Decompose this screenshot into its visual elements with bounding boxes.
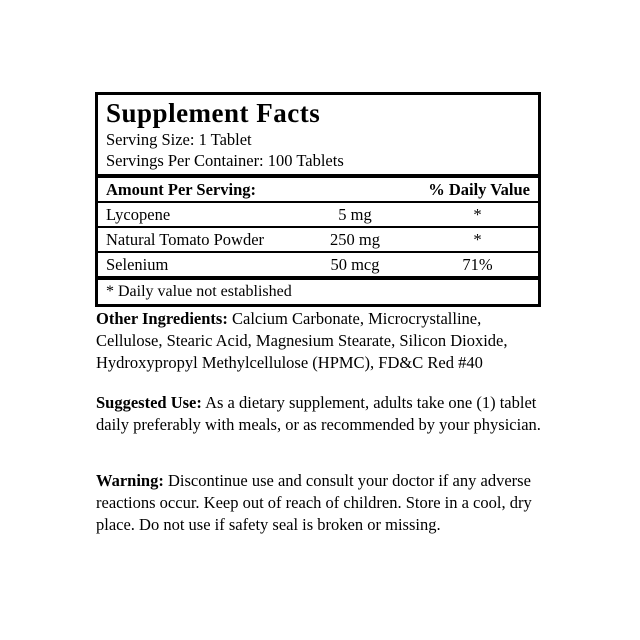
ingredient-daily-value: *: [473, 205, 482, 224]
other-ingredients-section: [96, 308, 548, 374]
table-header-row: [98, 178, 538, 201]
ingredient-amount: 50 mcg: [330, 255, 380, 274]
table-row: [98, 251, 538, 276]
ingredient-amount: 250 mg: [330, 230, 380, 249]
ingredient-daily-value: *: [473, 230, 482, 249]
amount-per-serving-header: Amount Per Serving:: [106, 180, 257, 199]
suggested-use-text: As a dietary supplement, adults take one (1) tablet daily preferably with meals, or as recommended by your physician.: [96, 393, 541, 434]
suggested-use-label: Suggested Use:: [96, 393, 202, 412]
daily-value-footnote: * Daily value not established: [106, 283, 292, 300]
suggested-use-section: [96, 392, 548, 436]
serving-size-line: Serving Size: 1 Tablet: [106, 130, 252, 149]
panel-header: [98, 95, 538, 174]
ingredient-name: Lycopene: [106, 205, 171, 224]
warning-section: [96, 470, 548, 536]
supplement-facts-panel: [95, 92, 541, 307]
daily-value-header: % Daily Value: [428, 180, 530, 199]
panel-title: Supplement Facts: [106, 98, 321, 128]
other-ingredients-text: Calcium Carbonate, Microcrystalline, Cellulose, Stearic Acid, Magnesium Stearate, Silicon Dioxide, Hydroxypropyl Methylcellulose (HPMC), FD&C Red #40: [96, 309, 508, 372]
servings-per-container-line: Servings Per Container: 100 Tablets: [106, 151, 344, 170]
ingredient-amount: 5 mg: [338, 205, 372, 224]
other-ingredients-label: Other Ingredients:: [96, 309, 228, 328]
table-row: [98, 201, 538, 226]
table-row: [98, 226, 538, 251]
ingredient-daily-value: 71%: [462, 255, 493, 274]
ingredient-name: Selenium: [106, 255, 169, 274]
warning-label: Warning:: [96, 471, 164, 490]
ingredient-name: Natural Tomato Powder: [106, 230, 265, 249]
warning-text: Discontinue use and consult your doctor if any adverse reactions occur. Keep out of reach of children. Store in a cool, dry place. Do not use if safety seal is broken or missing.: [96, 471, 532, 534]
